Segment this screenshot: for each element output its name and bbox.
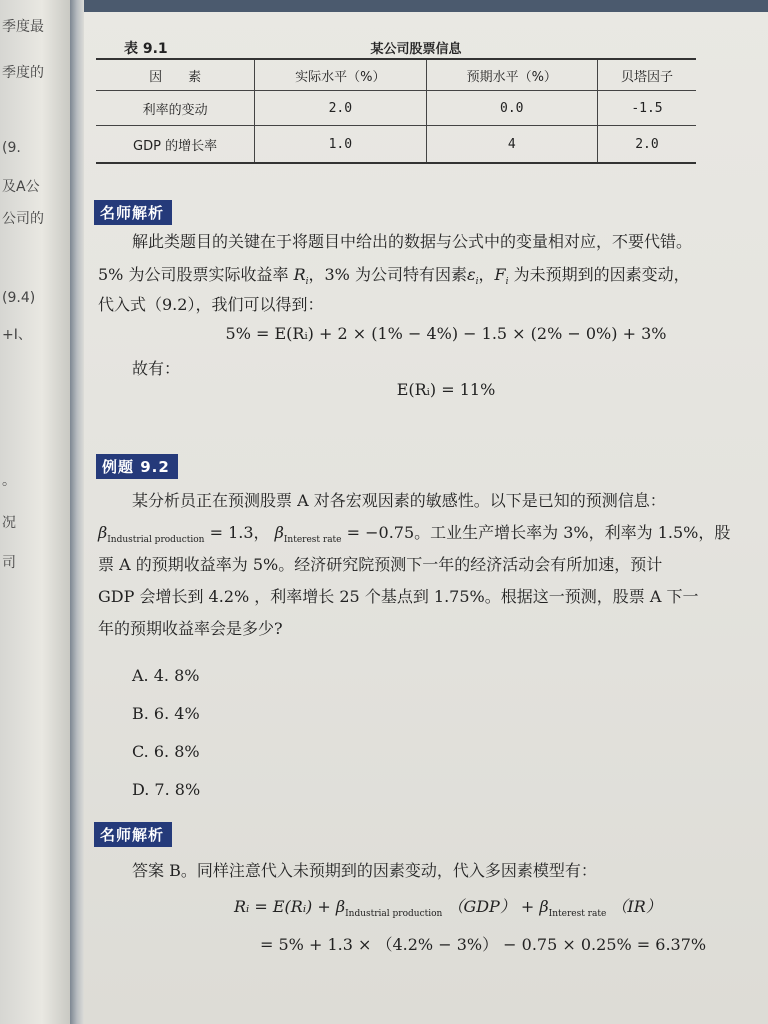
header-cell: 因 素 [96,59,255,91]
margin-fragment: 季度的 [2,65,44,81]
therefore-label: 故有： [132,359,181,378]
example-badge: 例题 9.2 [96,454,178,479]
beta-subscript: Industrial production [345,909,443,920]
table-cell: 1.0 [255,126,426,164]
table-cell: 利率的变动 [96,91,255,126]
stock-info-table [96,58,696,164]
analysis-line: 解此类题目的关键在于将题目中给出的数据与公式中的变量相对应，不要代错。 [132,232,693,251]
analysis-paragraph [98,226,748,257]
text-span: （IR） [611,897,662,916]
text-span: 为未预期到的因素变动， [513,265,690,284]
equation: 5% = E(Rᵢ) + 2 × (1% − 4%) − 1.5 × (2% − 0%) + 3% [225,324,667,343]
example-line: 年的预期收益率会是多少? [98,619,283,638]
example-line: $\beta_{Industrial production} = 1.3$， $\beta_{Interest rate} = -0.75$。工业生产增长率为 3%，利率为 1.5%，股 [98,523,731,546]
text-span: = −0.75。工业生产增长率为 3%，利率为 1.5%，股 [346,523,731,542]
margin-fragment: 季度最 [2,19,44,35]
table-cell: 2.0 [597,126,696,164]
margin-fragment: (9. [2,140,21,156]
margin-fragment: 。 [2,473,16,489]
margin-fragment: +I、 [2,327,32,343]
text-span: Rᵢ = E(Rᵢ) + β [234,897,346,916]
beta-subscript: Interest rate [283,535,342,546]
book-gutter [70,0,84,1024]
header-cell: 预期水平（%） [426,59,597,91]
table-title: 某公司股票信息 [370,42,462,57]
symbol-Ri: $R_i$ [293,265,309,288]
symbol-epsilon: $\varepsilon_i$ [466,265,479,288]
analysis-badge: 名师解析 [94,822,172,847]
margin-fragment: (9.4) [2,290,36,306]
adjacent-page-edge [0,0,70,1024]
page-top-border [84,0,768,12]
table-cell: 2.0 [255,91,426,126]
header-cell: 贝塔因子 [597,59,696,91]
header-cell: 实际水平（%） [255,59,426,91]
result-equation: E(Rᵢ) = 11% [396,380,496,399]
text-span: 5% 为公司股票实际收益率 [98,265,294,284]
book-page [84,0,768,1024]
table-cell: 0.0 [426,91,597,126]
table-number: 表 9.1 [124,41,168,57]
analysis-badge: 名师解析 [94,200,172,225]
example-line: 某分析员正在预测股票 A 对各宏观因素的敏感性。以下是已知的预测信息： [132,491,666,510]
equation [234,894,662,919]
margin-fragment: 司 [2,555,16,571]
table-cell: -1.5 [597,91,696,126]
table-row [96,91,696,126]
table-cell: 4 [426,126,597,164]
equation-line2: = 5% + 1.3 × （4.2% − 3%） − 0.75 × 0.25% = 6.37% [260,935,707,954]
option-a: A. 4. 8% [132,666,200,685]
text-span: ，3% 为公司特有因素 [308,265,467,284]
table-caption [124,38,708,58]
text-span: （GDP） + β [447,897,549,916]
option-d: D. 7. 8% [132,780,201,799]
text-span: = 1.3， [209,523,270,542]
analysis-line: 答案 B。同样注意代入未预期到的因素变动，代入多因素模型有： [132,861,597,880]
beta-subscript: Interest rate [548,909,607,920]
margin-fragment: 况 [2,515,16,531]
analysis-line: 代入式（9.2），我们可以得到： [98,295,324,314]
table-header-row [96,59,696,91]
table-cell: GDP 的增长率 [96,126,255,164]
beta-subscript: Industrial production [107,535,205,546]
option-b: B. 6. 4% [132,704,200,723]
symbol-F: $F_i$ [494,265,509,288]
example-line: 票 A 的预期收益率为 5%。经济研究院预测下一年的经济活动会有所加速，预计 [98,555,663,574]
margin-fragment: 公司的 [2,211,44,227]
option-c: C. 6. 8% [132,742,200,761]
table-row [96,126,696,164]
margin-fragment: 及A公 [2,179,40,195]
example-line: GDP 会增长到 4.2% ，利率增长 25 个基点到 1.75%。根据这一预测，股票 A 下一 [98,587,699,606]
analysis-line: 5% 为公司股票实际收益率 $R_i$，3% 为公司特有因素$\varepsilon_i$，$F_i$ 为未预期到的因素变动， [98,265,690,288]
